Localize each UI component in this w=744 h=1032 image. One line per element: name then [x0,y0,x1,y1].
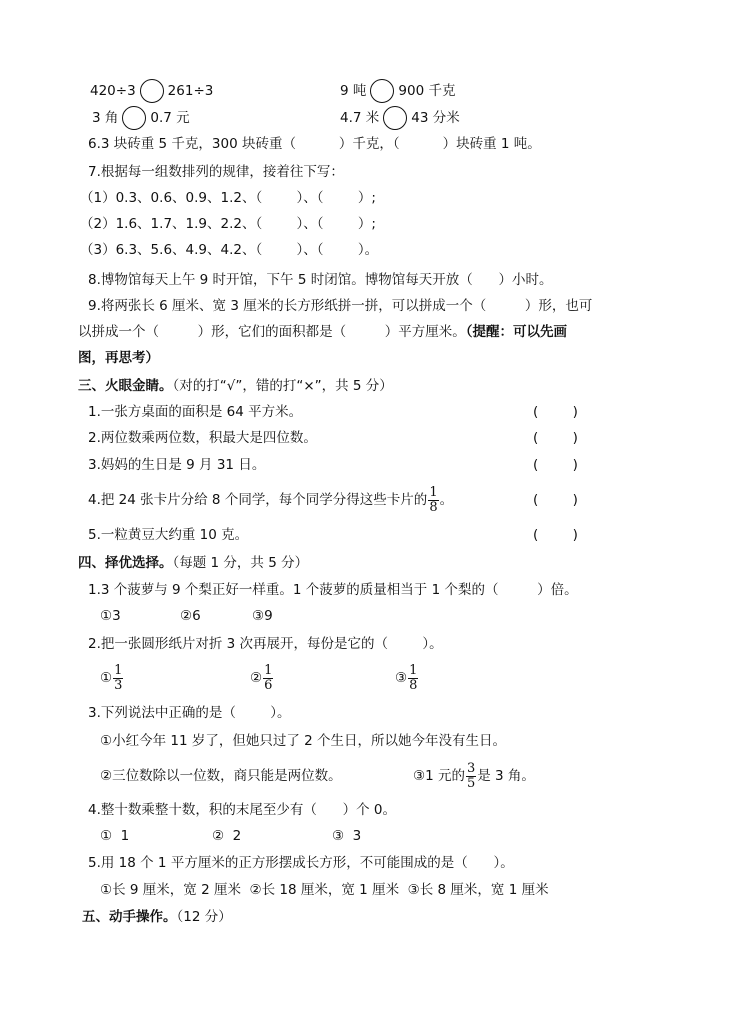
fraction-denominator: 8 [429,499,438,515]
section-4-note: （每题 1 分，共 5 分） [172,555,309,571]
option[interactable]: ②6 [180,608,201,624]
fraction-numerator: 1 [114,662,123,678]
fraction-denominator: 5 [466,775,476,791]
compare-circle[interactable] [140,79,164,103]
question-7-stem: 7.根据每一组数排列的规律，接着往下写： [88,164,344,180]
fraction [408,664,418,693]
option[interactable]: ② 2 [212,828,242,844]
compare-right: 0.7 元 [150,110,190,126]
option-mark: ③ [395,670,408,686]
question-6: 6.3 块砖重 5 千克，300 块砖重（ ）千克，（ ）块砖重 1 吨。 [88,136,541,152]
fraction-denominator: 3 [114,677,123,693]
answer-blank[interactable]: ( ) [533,492,578,508]
sec4-question-4: 4.整十数乘整十数，积的末尾至少有（ ）个 0。 [88,802,397,818]
section-4-title: 四、择优选择。 [78,555,173,571]
sec3-item-4-text: 4.把 24 张卡片分给 8 个同学，每个同学分得这些卡片的 [88,492,428,508]
compare-left: 420÷3 [90,83,136,99]
compare-circle[interactable] [122,106,146,130]
compare-row-2a [92,106,190,130]
sec3-item-2: 2.两位数乘两位数，积最大是四位数。 [88,430,317,446]
option[interactable]: ③9 [252,608,273,624]
section-5-note: （12 分） [176,909,232,925]
sec3-item-4-end: 。 [439,492,454,508]
fraction-numerator: 1 [264,662,273,678]
fraction-numerator: 1 [429,484,438,500]
compare-left: 4.7 米 [340,110,380,126]
fraction [263,664,273,693]
option[interactable] [395,660,419,696]
fraction-numerator: 1 [409,662,418,678]
question-7-line-2: （2）1.6、1.7、1.9、2.2、（ ）、（ ）; [80,216,376,232]
compare-right: 900 千克 [398,83,456,99]
fraction-numerator: 3 [466,760,476,776]
sec4-question-2: 2.把一张圆形纸片对折 3 次再展开，每份是它的（ ）。 [88,636,443,652]
section-5-heading [82,907,232,927]
compare-row-2b [340,106,460,130]
question-7-line-1: （1）0.3、0.6、0.9、1.2、（ ）、（ ）; [80,190,376,206]
question-9-line-1: 9.将两张长 6 厘米、宽 3 厘米的长方形纸拼一拼，可以拼成一个（ ）形，也可 [88,298,593,314]
compare-left: 9 吨 [340,83,367,99]
option[interactable]: ①长 9 厘米，宽 2 厘米 ②长 18 厘米，宽 1 厘米 ③长 8 厘米，宽 1 厘米 [100,882,549,898]
compare-right: 261÷3 [167,83,214,99]
compare-row-1a [90,79,213,103]
question-7-line-3: （3）6.3、5.6、4.9、4.2、（ ）、（ ）。 [80,242,379,258]
compare-right: 43 分米 [411,110,460,126]
answer-blank[interactable]: ( ) [533,404,578,420]
section-3-note: （对的打“√”，错的打“×”，共 5 分） [172,378,393,394]
compare-circle[interactable] [370,79,394,103]
section-3-heading [78,376,393,396]
section-3-title: 三、火眼金睛。 [78,378,173,394]
sec4-question-1: 1.3 个菠萝与 9 个梨正好一样重。1 个菠萝的质量相当于 1 个梨的（ ）倍。 [88,582,578,598]
sec3-item-5: 5.一粒黄豆大约重 10 克。 [88,527,249,543]
option-mark: ① [100,670,113,686]
question-9-text: 以拼成一个（ ）形，它们的面积都是（ ）平方厘米。 [78,324,466,340]
fraction-denominator: 6 [264,677,273,693]
option-mark: ② [250,670,263,686]
question-9-line-2 [78,322,567,342]
option-text: 是 3 角。 [477,768,535,784]
fraction [428,486,438,515]
option[interactable]: ①3 [100,608,121,624]
fraction-denominator: 8 [409,677,418,693]
fraction [466,762,476,791]
question-9-line-3: 图，再思考） [78,350,159,366]
option[interactable] [413,758,535,794]
answer-blank[interactable]: ( ) [533,527,578,543]
section-5-title: 五、动手操作。 [82,909,177,925]
question-9-hint: （提醒：可以先画 [465,324,567,340]
compare-left: 3 角 [92,110,119,126]
option[interactable]: ① 1 [100,828,130,844]
option[interactable] [100,660,124,696]
option[interactable]: ③ 3 [332,828,362,844]
option[interactable]: ①小红今年 11 岁了，但她只过了 2 个生日，所以她今年没有生日。 [100,733,507,749]
compare-row-1b [340,79,455,103]
sec3-item-3: 3.妈妈的生日是 9 月 31 日。 [88,457,266,473]
sec4-question-5: 5.用 18 个 1 平方厘米的正方形摆成长方形，不可能围成的是（ ）。 [88,855,514,871]
section-4-heading [78,553,308,573]
fraction [113,664,123,693]
sec3-item-4 [88,482,453,518]
option-text: ③1 元的 [413,768,465,784]
question-8: 8.博物馆每天上午 9 时开馆，下午 5 时闭馆。博物馆每天开放（ ）小时。 [88,272,553,288]
sec3-item-1: 1.一张方桌面的面积是 64 平方米。 [88,404,303,420]
answer-blank[interactable]: ( ) [533,457,578,473]
sec4-question-3: 3.下列说法中正确的是（ ）。 [88,705,291,721]
option[interactable] [250,660,274,696]
option[interactable]: ②三位数除以一位数，商只能是两位数。 [100,768,342,784]
answer-blank[interactable]: ( ) [533,430,578,446]
compare-circle[interactable] [383,106,407,130]
